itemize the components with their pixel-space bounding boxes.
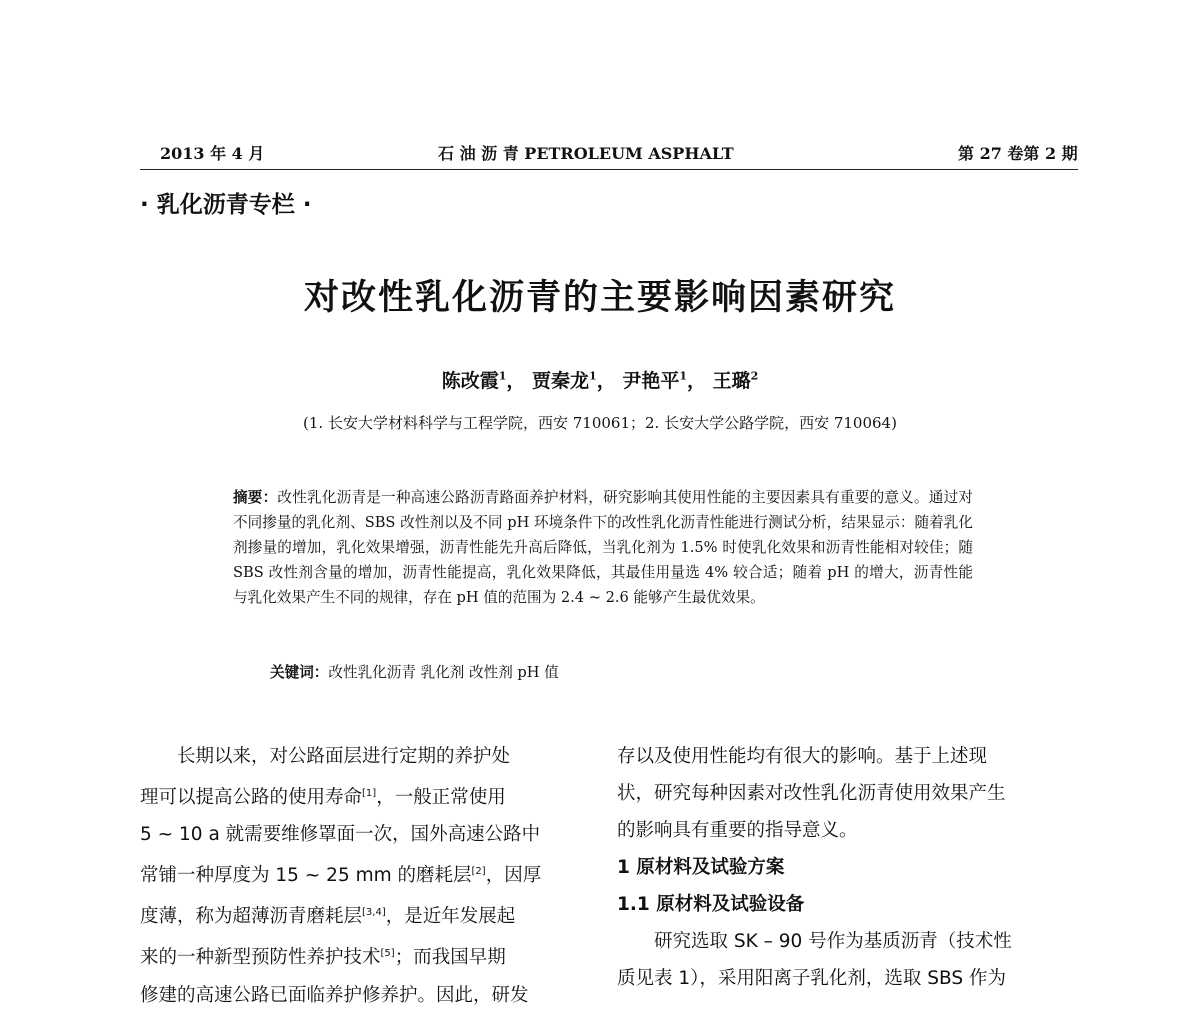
author: 王璐 xyxy=(712,370,751,392)
body-line: 存以及使用性能均有很大的影响。基于上述现 xyxy=(617,746,988,767)
authors: 陈改霞$^1$， 贾秦龙$^1$， 尹艳平$^1$， 王璐$^2$ xyxy=(441,369,759,392)
body-line: 质见表 1），采用阳离子乳化剂，选取 SBS 作为 xyxy=(617,968,1007,989)
keywords-label: 关键词： xyxy=(270,664,329,681)
keywords xyxy=(270,661,559,682)
body-line: 来的一种新型预防性养护技术[5]；而我国早期 xyxy=(140,947,506,969)
body-line: 修建的高速公路已面临养护修养护。因此，研发 xyxy=(140,984,529,1006)
author-sup: 2 xyxy=(750,369,759,383)
column-title: · 乳化沥青专栏 · xyxy=(140,192,312,218)
header-date: 2013 年 4 月 xyxy=(160,144,265,163)
section-heading: 1 原材料及试验方案 xyxy=(617,857,785,878)
author: 陈改霞 xyxy=(441,370,499,392)
author: 贾秦龙 xyxy=(532,370,590,392)
author: 尹艳平 xyxy=(622,370,680,392)
abstract-label: 摘要： xyxy=(233,489,278,506)
body-line: 研究选取 SK – 90 号作为基质沥青（技术性 xyxy=(654,931,1012,952)
affiliations: (1. 长安大学材料科学与工程学院，西安 710061；2. 长安大学公路学院，西安 710064) xyxy=(303,414,897,432)
header-journal: 石 油 沥 青 PETROLEUM ASPHALT xyxy=(438,144,734,163)
body-line: 长期以来，对公路面层进行定期的养护处 xyxy=(177,746,511,767)
abstract xyxy=(233,485,973,610)
body-line: 常铺一种厚度为 15 ~ 25 mm 的磨耗层[2]，因厚 xyxy=(140,865,542,887)
body-line: 度薄，称为超薄沥青磨耗层[3,4]，是近年发展起 xyxy=(140,906,516,928)
header-issue: 第 27 卷第 2 期 xyxy=(958,144,1078,163)
subsection-heading: 1.1 原材料及试验设备 xyxy=(617,894,805,915)
body-line: 理可以提高公路的使用寿命[1]，一般正常使用 xyxy=(140,787,506,809)
body-left-column xyxy=(140,738,585,1014)
author-sup: 1 xyxy=(679,369,687,383)
header-rule xyxy=(140,169,1078,170)
keywords-text: 改性乳化沥青 乳化剂 改性剂 pH 值 xyxy=(328,664,559,681)
body-line: 状，研究每种因素对改性乳化沥青使用效果产生 xyxy=(617,783,1006,804)
abstract-text: 改性乳化沥青是一种高速公路沥青路面养护材料，研究影响其使用性能的主要因素具有重要的意义。通过对不同掺量的乳化剂、SBS 改性剂以及不同 pH 环境条件下的改性乳化沥青性能进行测试分析，结果显示：随着乳化剂掺量的增加，乳化效果增强，沥青性能先升高后降低，当乳化剂为 1.5% 时使乳化效果和沥青性能相对较佳；随 SBS 改性剂含量的增加，沥青性能提高，乳化效果降低，其最佳用量选 4% 较合适；随着 pH 的增大，沥青性能与乳化效果产生不同的规律，存在 pH 值的范围为 2.4 ~ 2.6 能够产生最优效果。 xyxy=(233,489,973,606)
paper-title: 对改性乳化沥青的主要影响因素研究 xyxy=(303,278,896,318)
body-line: 的影响具有重要的指导意义。 xyxy=(617,820,858,841)
author-sup: 1 xyxy=(589,369,597,383)
author-sup: 1 xyxy=(498,369,507,383)
body-line: 5 ~ 10 a 就需要维修罩面一次，国外高速公路中 xyxy=(140,824,541,846)
body-right-column xyxy=(617,738,1079,997)
